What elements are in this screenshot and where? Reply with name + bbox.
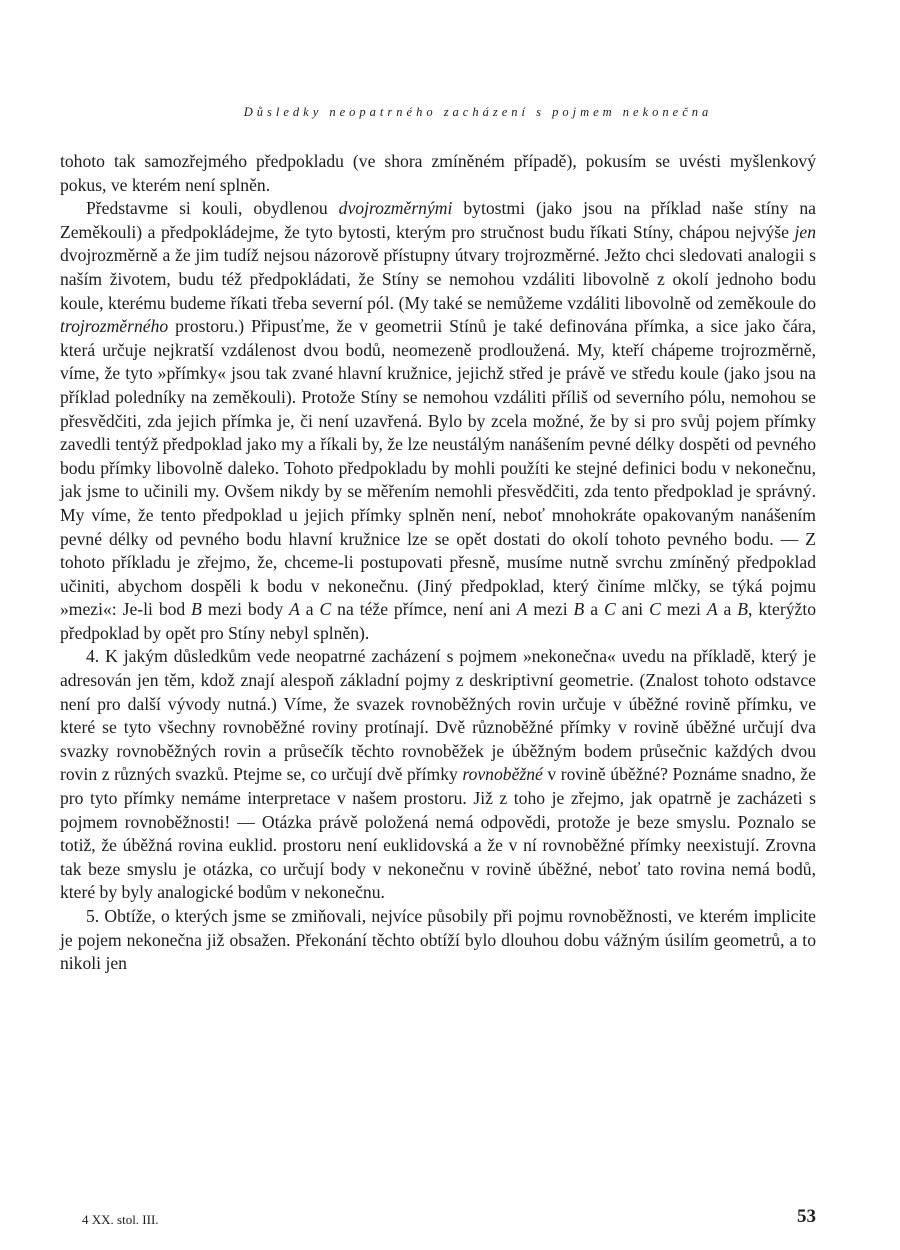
italic-run: B [573, 599, 585, 620]
italic-run: jen [794, 221, 816, 242]
italic-run: A [516, 599, 528, 620]
italic-run: B [191, 599, 202, 620]
text-run: 4. K jakým důsledkům vede neopatrné zacházení s pojmem »nekonečna« uvedu na příkladě, který je adresován jen těm, kdož znají alespoň základní pojmy z deskriptivní geometrie. (Znalost tohoto odstavce není pro další vývody nutná.) Víme, že svazek rovnoběžných rovin určuje v úběžné rovině přímku, ve které se tyto všechny rovnoběžné roviny protínají. Dvě různoběžné přímky v rovině úběžné určují dva svazky rovnoběžných rovin a průsečík těchto rovnoběžek je úběžným bodem průsečnic každých dvou rovin z různých svazků. Ptejme se, co určují dvě přímky [60, 646, 816, 785]
text-run: v rovině úběžné? Poznáme snadno, že pro tyto přímky nemáme interpretace v našem prostoru. Již z toho je zřejmo, jak opatrně je zacházeti s pojmem rovnoběžnosti! — Otázka právě položená nemá odpovědi, protože je beze smyslu. Poznalo se totiž, že úběžná rovina euklid. prostoru není euklidovská a že v ní rovnoběžné přímky neexistují. Zrovna tak beze smyslu je otázka, co určují body v nekonečnu v rovině úběžné, neboť tato rovina nemá bodů, které by byly analogické bodům v nekonečnu. [60, 764, 816, 903]
italic-run: C [603, 599, 616, 620]
paragraph [60, 645, 816, 905]
text-run: ani [615, 599, 650, 620]
text-run: , kterýžto předpoklad by opět pro Stíny nebyl splněn). [60, 599, 817, 643]
text-run: mezi [527, 599, 574, 620]
book-page [60, 0, 816, 1250]
text-run: mezi body [201, 599, 290, 620]
text-run: na téže přímce, není ani [331, 599, 517, 620]
italic-run: C [649, 599, 661, 620]
running-head: Důsledky neopatrného zacházení s pojmem nekonečna [243, 105, 713, 119]
text-run: prostoru.) Připusťme, že v geometrii Stínů je také definována přímka, a sice jako čára, která určuje nejkratší vzdálenost dvou bodů, neomezeně prodloužená. My, kteří chápeme trojrozměrně, víme, že tyto »přímky« jsou tak zvané hlavní kružnice, jejichž střed je právě ve středu koule (jako jsou na příklad poledníky na zeměkouli). Protože Stíny se nemohou vzdáliti příliš od severního pólu, nemohou se přesvědčiti, zda jejich přímka je, či není uzavřená. Bylo by zcela možné, že by si pro svůj pojem přímky zavedli tentýž předpoklad jako my a říkali by, že lze neustálým nanášením pevné délky dospěti od pevného bodu přímky libovolně daleko. Tohoto předpokladu by mohli použíti ke stejné definici bodu v nekonečnu, jak jsme to učinili my. Ovšem nikdy by se měřením nemohli přesvědčiti, zda tento předpoklad je správný. My víme, že tento předpoklad u jejich přímky splněn není, neboť mnohokráte opakovaným nanášením pevné délky od pevného bodu hlavní kružnice lze se opět dostati do okolí tohoto pevného bodu. — Z tohoto příkladu je zřejmo, že, chceme-li postupovati přesně, musíme nutně svrchu zmíněný předpoklad učiniti, abychom dospěli k bodu v nekonečnu. (Jiný předpoklad, který činíme mlčky, se týká pojmu »mezi«: Je-li bod [60, 316, 816, 620]
text-run: tohoto tak samozřejmého předpokladu (ve shora zmíněném případě), pokusím se uvésti myšlenkový pokus, ve kterém není splněn. [60, 151, 816, 195]
italic-run: dvojrozměrnými [338, 198, 453, 219]
text-run: a [584, 599, 604, 620]
italic-run: A [706, 599, 718, 620]
italic-run: trojrozměrného [60, 316, 169, 337]
text-run: bytostmi (jako jsou na příklad naše stíny na Zeměkouli) a předpokládejme, že tyto bytosti, kterým pro stručnost budu říkati Stíny, chápou nejvýše [60, 198, 816, 242]
signature-mark: 4 XX. stol. III. [82, 1212, 159, 1227]
paragraph [60, 150, 816, 197]
text-run: dvojrozměrně a že jim tudíž nejsou názorově přístupny útvary trojrozměrné. Ježto chci sledovati analogii s naším životem, budu též předpokládati, že Stíny se nemohou vzdáliti libovolně z okolí jednoho bodu koule, kterému budeme říkati třeba severní pól. (My také se nemůžeme vzdáliti libovolně od zeměkoule do [60, 245, 816, 313]
text-run: a [717, 599, 738, 620]
paragraph [60, 905, 816, 976]
italic-run: rovnoběžné [462, 764, 543, 785]
page-number: 53 [797, 1206, 816, 1227]
paragraph [60, 197, 816, 645]
italic-run: C [319, 599, 332, 620]
text-run: 5. Obtíže, o kterých jsme se zmiňovali, nejvíce působily při pojmu rovnoběžnosti, ve kterém implicite je pojem nekonečna již obsažen. Překonání těchto obtíží bylo dlouhou dobu vážným úsilím geometrů, a to nikoli jen [60, 906, 816, 974]
text-run: a [299, 599, 320, 620]
italic-run: B [737, 599, 749, 620]
italic-run: A [289, 599, 300, 620]
body-text [60, 150, 816, 976]
text-run: Představme si kouli, obydlenou [86, 198, 339, 219]
text-run: mezi [660, 599, 707, 620]
page-footer [82, 1206, 816, 1236]
